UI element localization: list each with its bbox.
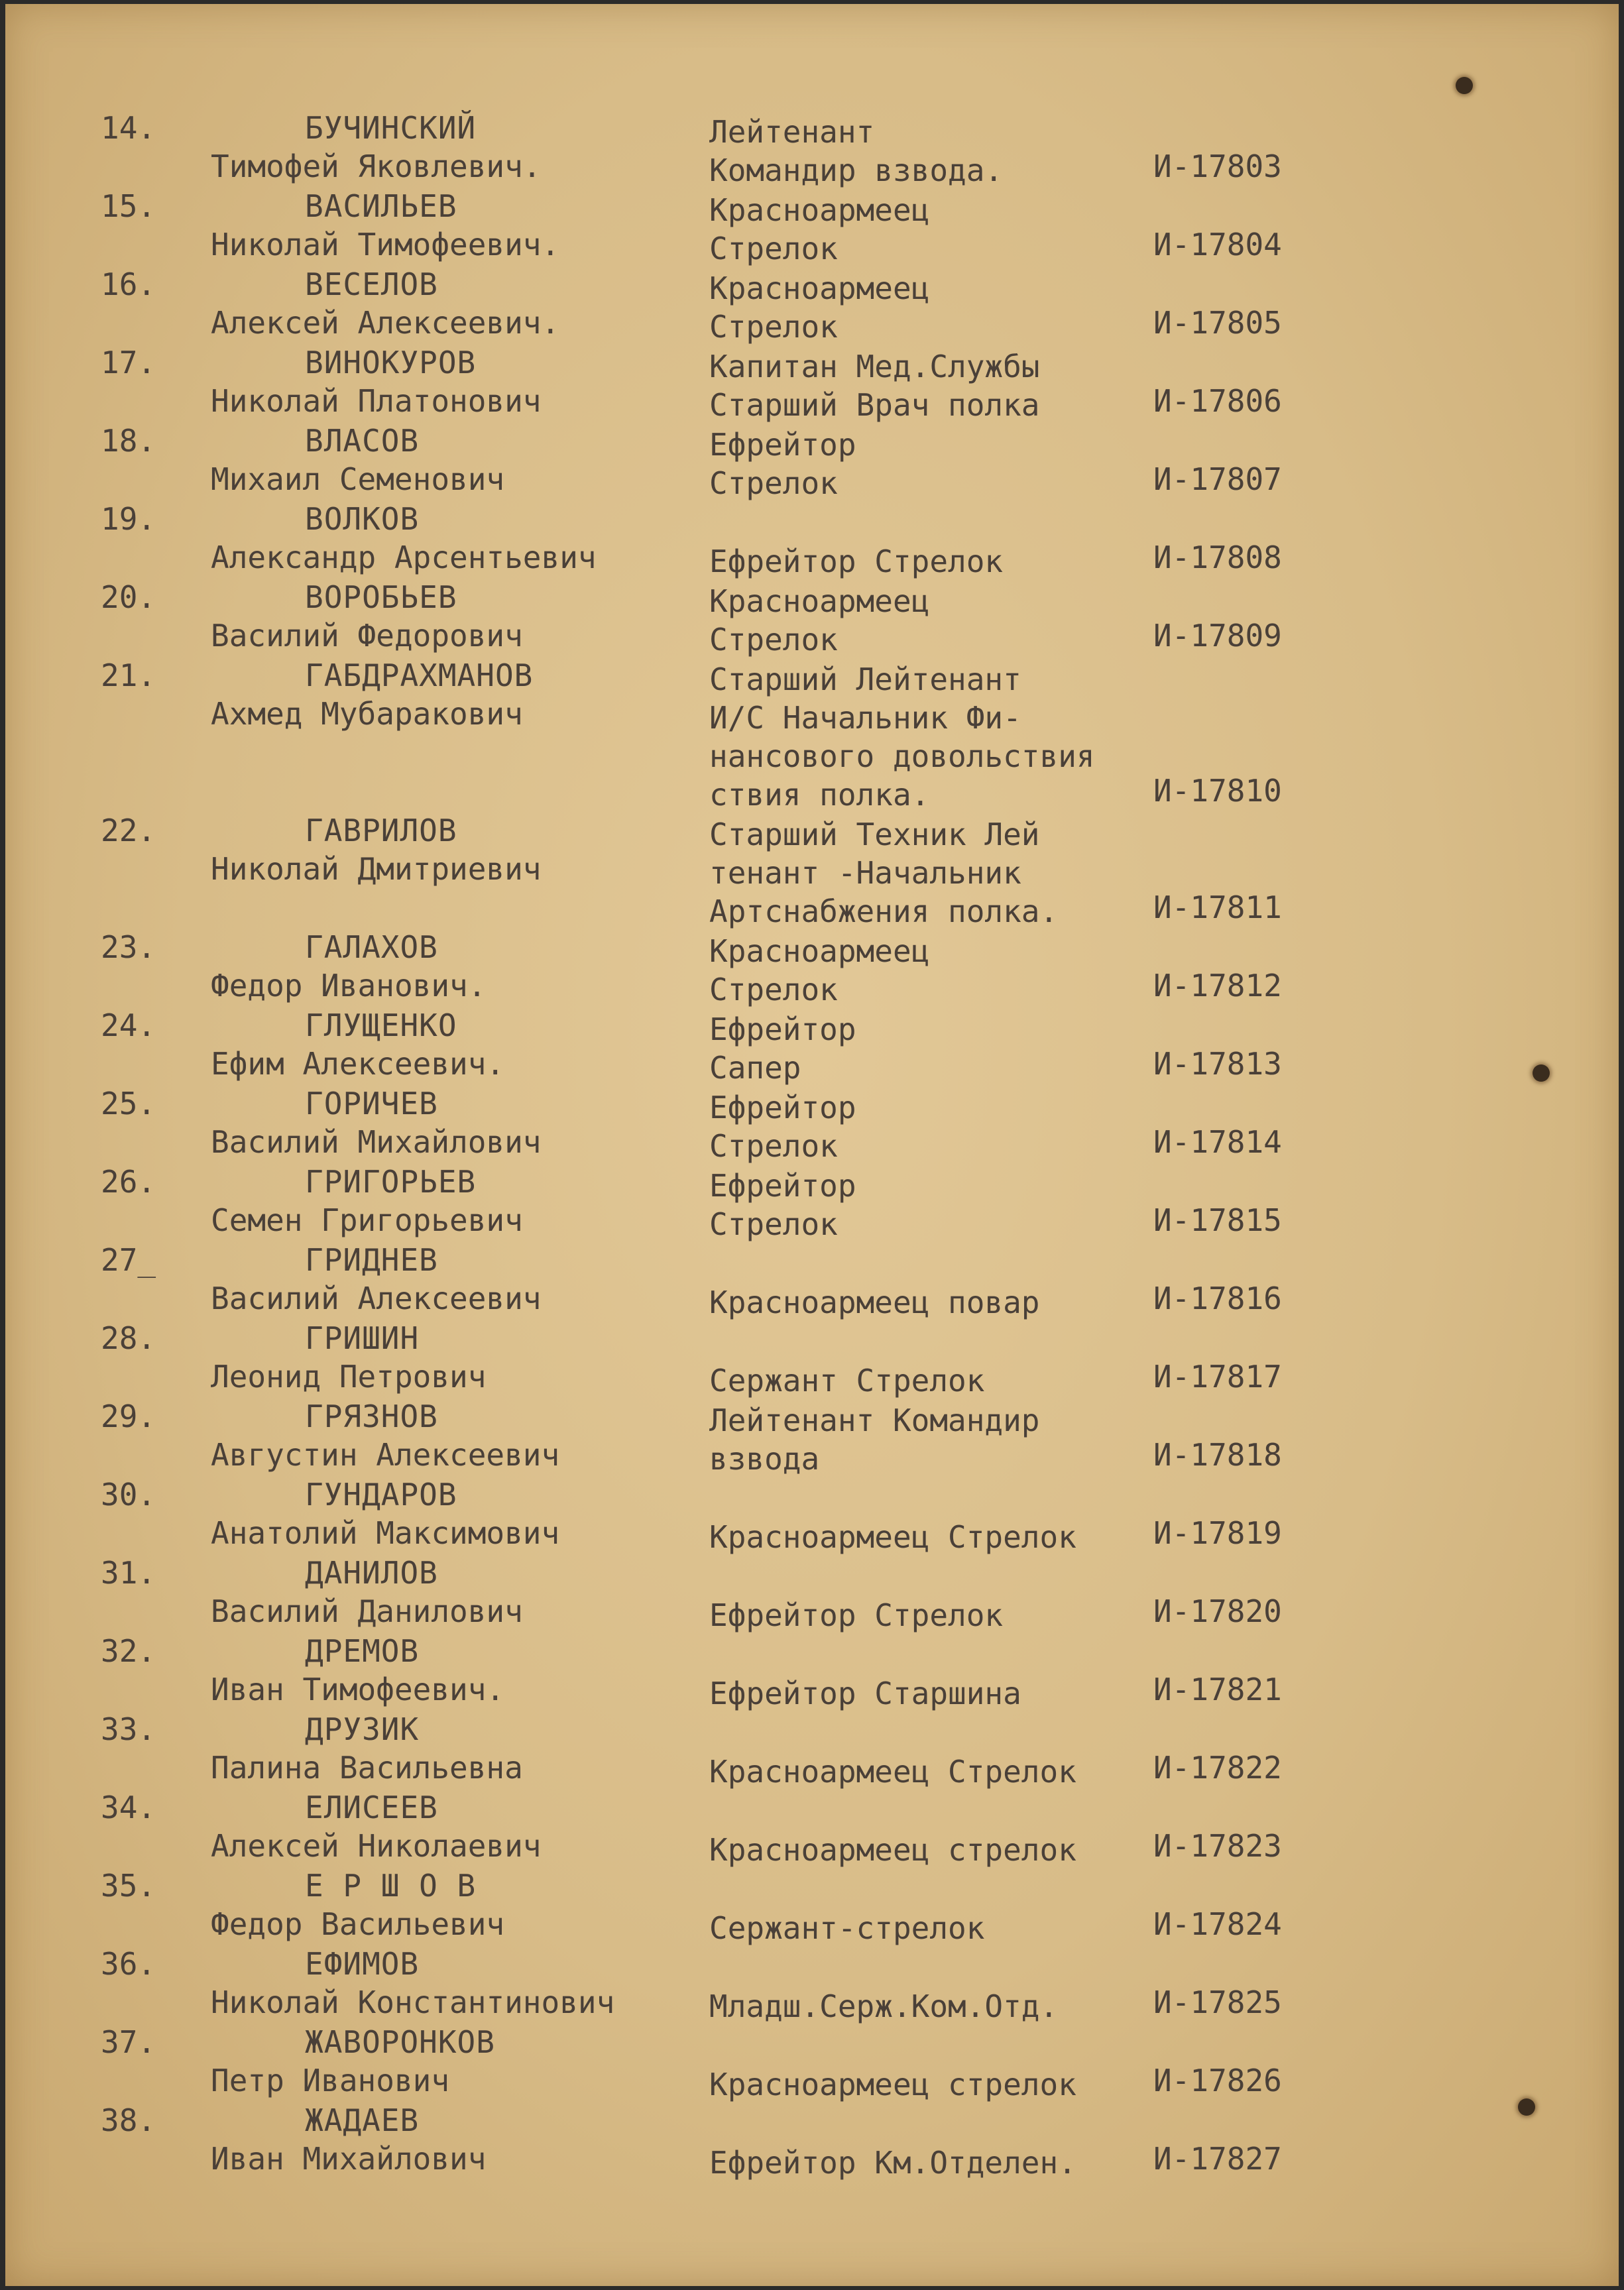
entry-registration-number: И-17820 [1153,1593,1282,1629]
entry-surname: ГАВРИЛОВ [305,813,457,848]
entry-given-names: Василий Федорович [211,618,523,654]
rank-line: взвода [709,1441,820,1477]
rank-line: Ефрейтор [709,1090,856,1125]
entry-rank-position [709,191,929,268]
entry-given-names: Федор Иванович. [211,968,487,1003]
entry-rank-position [709,660,1095,814]
rank-line: Стрелок [709,1128,838,1164]
rank-line: Стрелок [709,1206,838,1242]
entry-rank-position [709,932,929,1009]
entry-registration-number: И-17805 [1153,305,1282,341]
entry-rank-position [709,815,1058,931]
entry-number: 27_ [101,1242,156,1278]
rank-line: Сержант-стрелок [709,1910,985,1946]
entry-given-names: Николай Константинович [211,1984,615,2020]
entry-given-names: Леонид Петрович [211,1359,487,1395]
entry-number: 33. [101,1711,156,1747]
rank-line [709,1323,984,1361]
rank-line: Красноармеец Стрелок [709,1754,1076,1790]
entry-number: 35. [101,1868,156,1904]
entry-number: 21. [101,658,156,693]
entry-given-names: Алексей Алексеевич. [211,305,560,341]
list-entry [0,1320,1613,1401]
rank-line: Лейтенант [709,114,875,150]
entry-given-names: Иван Тимофеевич. [211,1672,505,1707]
entry-registration-number: И-17827 [1153,2141,1282,2177]
rank-line: Ефрейтор [709,427,856,463]
entry-rank-position [709,1792,1076,1869]
rank-line: И/С Начальник Фи- [709,700,1021,736]
entry-rank-position [709,1401,1040,1478]
entry-surname: ГАБДРАХМАНОВ [305,658,534,693]
rank-line: Старший Техник Лей [709,817,1040,852]
entry-rank-position [709,1636,1021,1713]
entry-surname: ДРУЗИК [305,1711,420,1747]
entry-registration-number: И-17808 [1153,540,1282,575]
entry-registration-number: И-17807 [1153,461,1282,497]
list-entry [0,1088,1613,1167]
list-entry [0,501,1613,582]
entry-registration-number: И-17812 [1153,968,1282,1003]
entry-number: 36. [101,1946,156,1982]
rank-line: Ефрейтор Старшина [709,1676,1021,1711]
entry-registration-number: И-17825 [1153,1984,1282,2020]
rank-line: Старший Лейтенант [709,661,1021,697]
entry-surname: ВОЛКОВ [305,501,420,537]
entry-number: 29. [101,1399,156,1434]
list-entry [0,423,1613,504]
entry-surname: ВИНОКУРОВ [305,345,477,380]
entry-number: 26. [101,1164,156,1200]
entry-number: 17. [101,345,156,380]
rank-line: Красноармеец стрелок [709,2067,1076,2102]
entry-rank-position [709,1167,856,1243]
rank-line: Артснабжения полка. [709,893,1059,929]
list-entry [0,1711,1613,1792]
rank-line [709,2105,1076,2144]
list-entry [0,1401,1613,1479]
list-entry [0,1792,1613,1870]
entry-registration-number: И-17815 [1153,1202,1282,1238]
rank-line: ствия полка. [709,777,930,813]
entry-given-names: Анатолий Максимович [211,1515,560,1551]
entry-given-names: Николай Дмитриевич [211,851,542,887]
entry-number: 30. [101,1477,156,1513]
list-entry [0,188,1613,269]
entry-given-names: Тимофей Яковлевич. [211,148,542,184]
entry-surname: ДРЕМОВ [305,1633,420,1669]
entry-rank-position [709,1714,1076,1791]
rank-line: Стрелок [709,231,838,266]
list-entry [0,929,1613,1010]
rank-line: Лейтенант Командир [709,1403,1040,1438]
rank-line [709,2027,1076,2065]
rank-line: Ефрейтор Км.Отделен. [709,2145,1076,2181]
entry-number: 18. [101,423,156,459]
entry-surname: ГЛУЩЕНКО [305,1007,457,1043]
rank-line: Красноармеец [709,583,930,619]
entry-surname: ВЛАСОВ [305,423,420,459]
entry-given-names: Алексей Николаевич [211,1828,542,1864]
entry-given-names: Петр Иванович [211,2063,450,2098]
entry-surname: ЕФИМОВ [305,1946,420,1982]
list-entry [0,1870,1613,1949]
entry-surname: ЕЛИСЕЕВ [305,1790,438,1825]
entry-given-names: Федор Васильевич [211,1906,505,1942]
entry-registration-number: И-17813 [1153,1046,1282,1082]
entry-rank-position [709,1088,856,1165]
entry-given-names: Иван Михайлович [211,2141,487,2177]
rank-line: Стрелок [709,972,838,1007]
entry-surname: ГРИГОРЬЕВ [305,1164,477,1200]
entry-rank-position [709,1870,984,1947]
entry-given-names: Палина Васильевна [211,1750,523,1786]
entry-number: 25. [101,1086,156,1121]
entry-rank-position [709,504,1003,581]
entry-surname: Е Р Ш О В [305,1868,477,1904]
entry-rank-position [709,1323,984,1400]
rank-line: Красноармеец стрелок [709,1832,1076,1868]
list-entry [0,1479,1613,1558]
entry-registration-number: И-17817 [1153,1359,1282,1395]
entry-given-names: Николай Тимофеевич. [211,227,560,262]
entry-rank-position [709,1558,1003,1634]
entry-number: 28. [101,1320,156,1356]
entry-number: 15. [101,188,156,224]
entry-number: 34. [101,1790,156,1825]
entry-rank-position [709,1949,1058,2026]
entry-registration-number: И-17803 [1153,148,1282,184]
rank-line: Ефрейтор Стрелок [709,544,1004,579]
entry-surname: ГАЛАХОВ [305,929,438,965]
entry-surname: ЖАВОРОНКОВ [305,2024,495,2060]
entry-number: 31. [101,1555,156,1591]
entry-rank-position [709,1245,1040,1322]
list-entry [0,579,1613,660]
entry-rank-position [709,426,856,502]
entry-given-names: Василий Данилович [211,1593,523,1629]
rank-line [709,1949,1058,1987]
entry-surname: ВОРОБЬЕВ [305,579,457,615]
entry-rank-position [709,2105,1076,2182]
rank-line: Стрелок [709,465,838,501]
rank-line: Красноармеец [709,270,930,306]
rank-line [709,1245,1040,1283]
entry-given-names: Михаил Семенович [211,461,505,497]
rank-line [709,504,1003,542]
list-entry [0,1007,1613,1088]
entry-given-names: Ахмед Мубаракович [211,696,523,732]
rank-line [709,1714,1076,1752]
entry-surname: ГОРИЧЕВ [305,1086,438,1121]
entry-given-names: Августин Алексеевич [211,1437,560,1473]
rank-line: Старший Врач полка [709,387,1040,423]
rank-line: Сержант Стрелок [709,1363,985,1399]
rank-line: Командир взвода. [709,152,1004,188]
list-entry [0,813,1613,929]
entry-surname: ЖАДАЕВ [305,2102,420,2138]
entry-rank-position [709,113,1003,190]
entry-number: 19. [101,501,156,537]
entry-given-names: Николай Платонович [211,383,542,419]
list-entry [0,2102,1613,2183]
rank-line: Красноармеец [709,192,930,228]
rank-line: Красноармеец [709,933,930,969]
entry-number: 23. [101,929,156,965]
rank-line: Сапер [709,1050,801,1086]
entry-registration-number: И-17811 [1153,889,1282,925]
list-entry [0,1242,1613,1323]
entry-surname: ГУНДАРОВ [305,1477,457,1513]
rank-line [709,1870,984,1909]
rank-line: Красноармеец Стрелок [709,1519,1076,1555]
entry-number: 14. [101,110,156,146]
entry-surname: ГРИШИН [305,1320,420,1356]
list-entry [0,1633,1613,1714]
entry-number: 16. [101,266,156,302]
rank-line [709,1558,1003,1596]
entry-registration-number: И-17823 [1153,1828,1282,1864]
list-entry [0,1555,1613,1636]
entry-registration-number: И-17809 [1153,618,1282,654]
entry-given-names: Семен Григорьевич [211,1202,523,1238]
entry-number: 37. [101,2024,156,2060]
entry-given-names: Василий Михайлович [211,1124,542,1160]
entry-rank-position [709,347,1040,424]
entry-registration-number: И-17814 [1153,1124,1282,1160]
rank-line: Ефрейтор [709,1168,856,1204]
list-entry [0,658,1613,813]
entry-number: 32. [101,1633,156,1669]
rank-line: нансового довольствия [709,738,1095,774]
rank-line: тенант -Начальник [709,855,1021,891]
entry-surname: ВАСИЛЬЕВ [305,188,457,224]
list-entry [0,266,1613,347]
entry-rank-position [709,1479,1076,1556]
entry-registration-number: И-17816 [1153,1281,1282,1316]
entry-rank-position [709,582,929,659]
rank-line: Ефрейтор [709,1011,856,1047]
entry-given-names: Александр Арсентьевич [211,540,597,575]
entry-registration-number: И-17810 [1153,773,1282,809]
entry-registration-number: И-17822 [1153,1750,1282,1786]
entry-given-names: Ефим Алексеевич. [211,1046,505,1082]
rank-line: Младш.Серж.Ком.Отд. [709,1988,1059,2024]
rank-line: Стрелок [709,309,838,345]
list-entry [0,1946,1613,2027]
entry-surname: ДАНИЛОВ [305,1555,438,1591]
entry-registration-number: И-17826 [1153,2063,1282,2098]
rank-line [709,1792,1076,1831]
entry-rank-position [709,2027,1076,2104]
rank-line [709,1479,1076,1518]
rank-line: Ефрейтор Стрелок [709,1597,1004,1633]
entry-registration-number: И-17819 [1153,1515,1282,1551]
entry-number: 20. [101,579,156,615]
list-entry [0,110,1613,191]
entry-number: 22. [101,813,156,848]
entry-registration-number: И-17818 [1153,1437,1282,1473]
entry-rank-position [709,269,929,346]
entry-given-names: Василий Алексеевич [211,1281,542,1316]
entry-registration-number: И-17824 [1153,1906,1282,1942]
rank-line: Красноармеец повар [709,1285,1040,1320]
list-entry [0,1164,1613,1245]
entry-number: 24. [101,1007,156,1043]
rank-line: Стрелок [709,622,838,658]
rank-line: Капитан Мед.Службы [709,349,1040,384]
entry-registration-number: И-17804 [1153,227,1282,262]
list-entry [0,347,1613,426]
entry-registration-number: И-17821 [1153,1672,1282,1707]
entry-surname: ВЕСЕЛОВ [305,266,438,302]
entry-surname: ГРЯЗНОВ [305,1399,438,1434]
entry-surname: ГРИДНЕВ [305,1242,438,1278]
rank-line [709,1636,1021,1674]
entry-rank-position [709,1010,856,1087]
list-entry [0,2024,1613,2105]
entry-registration-number: И-17806 [1153,383,1282,419]
entry-number: 38. [101,2102,156,2138]
entry-surname: БУЧИНСКИЙ [305,110,477,146]
